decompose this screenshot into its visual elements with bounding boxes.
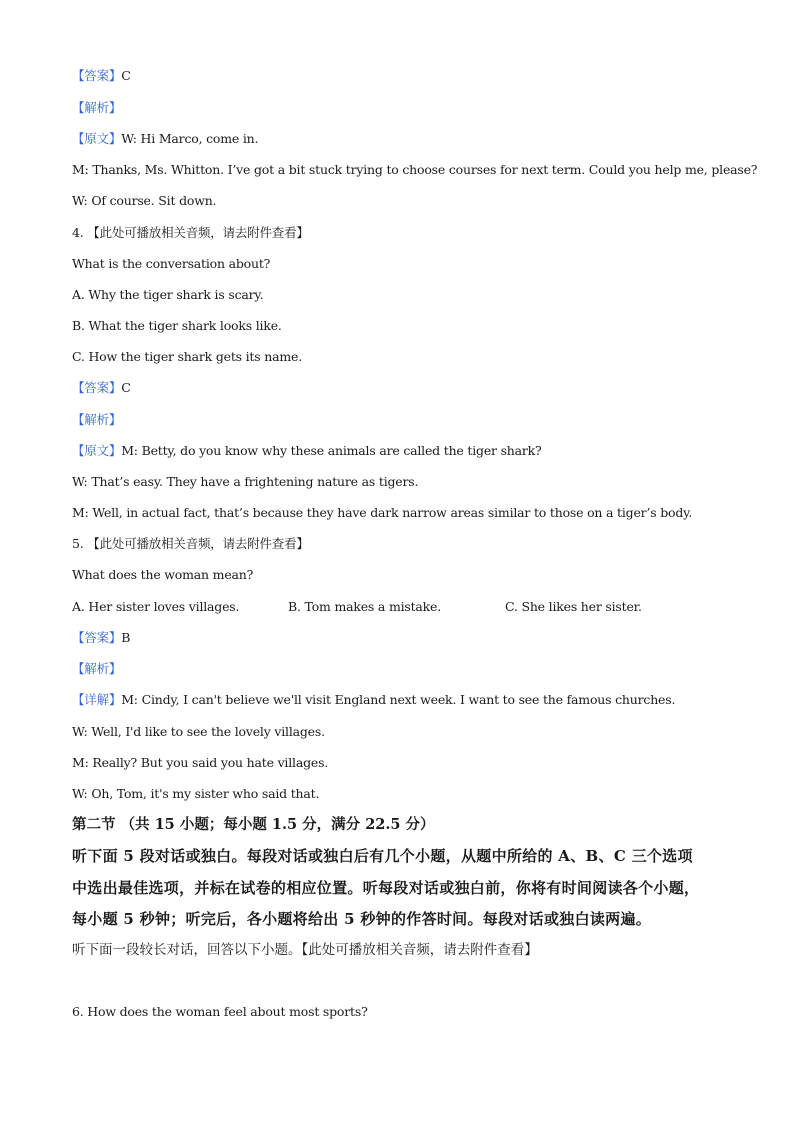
question-5-option-a: A. Her sister loves villages. — [72, 599, 240, 614]
source-tag: 【原文】 — [72, 443, 122, 458]
transcript-line: W: That’s easy. They have a frightening nature as tigers. — [72, 474, 419, 489]
listen-note[interactable]: 听下面一段较长对话，回答以下小题。【此处可播放相关音频，请去附件查看】 — [72, 942, 538, 958]
question-4-option-b: B. What the tiger shark looks like. — [72, 318, 282, 333]
answer-line — [72, 68, 131, 84]
transcript-line: M: Thanks, Ms. Whitton. I’ve got a bit stuck trying to choose courses for next term. Could you help me, please? — [72, 162, 758, 177]
analysis-tag: 【解析】 — [72, 661, 122, 676]
question-5-text: What does the woman mean? — [72, 567, 254, 582]
detail-tag: 【详解】 — [72, 692, 122, 707]
analysis-line — [72, 100, 121, 116]
answer-value: C — [121, 380, 131, 395]
question-4-option-a: A. Why the tiger shark is scary. — [72, 287, 264, 302]
transcript-line: M: Really? But you said you hate villages. — [72, 755, 329, 770]
transcript-text: W: Hi Marco, come in. — [121, 131, 259, 146]
transcript-line — [72, 443, 542, 459]
section-2-instruction-line: 每小题 5 秒钟；听完后，各小题将给出 5 秒钟的作答时间。每段对话或独白读两遍。 — [72, 910, 652, 928]
question-6-text: 6. How does the woman feel about most sports? — [72, 1004, 368, 1019]
answer-value: B — [121, 630, 131, 645]
detail-line — [72, 692, 675, 708]
section-2-instruction-line: 听下面 5 段对话或独白。每段对话或独白后有几个小题，从题中所给的 A、B、C 三个选项 — [72, 847, 693, 865]
transcript-line: W: Well, I'd like to see the lovely villages. — [72, 724, 325, 739]
question-5-option-b: B. Tom makes a mistake. — [288, 599, 442, 614]
question-5-option-c: C. She likes her sister. — [505, 599, 642, 614]
answer-tag: 【答案】 — [72, 630, 122, 645]
analysis-tag: 【解析】 — [72, 412, 122, 427]
question-4-text: What is the conversation about? — [72, 256, 271, 271]
section-2-heading: 第二节 （共 15 小题；每小题 1.5 分，满分 22.5 分） — [72, 816, 435, 833]
section-2-instruction-line: 中选出最佳选项，并标在试卷的相应位置。听每段对话或独白前，你将有时间阅读各个小题， — [72, 879, 700, 897]
question-5-header[interactable]: 5. 【此处可播放相关音频，请去附件查看】 — [72, 536, 309, 551]
transcript-text: M: Betty, do you know why these animals are called the tiger shark? — [121, 443, 542, 458]
transcript-line — [72, 131, 258, 147]
transcript-line: M: Well, in actual fact, that’s because they have dark narrow areas similar to those on a tiger’s body. — [72, 505, 693, 520]
source-tag: 【原文】 — [72, 131, 122, 146]
question-4-header[interactable]: 4. 【此处可播放相关音频，请去附件查看】 — [72, 225, 309, 240]
transcript-line: W: Of course. Sit down. — [72, 193, 217, 208]
answer-line — [72, 630, 130, 646]
analysis-line — [72, 412, 121, 428]
answer-tag: 【答案】 — [72, 68, 122, 83]
answer-tag: 【答案】 — [72, 380, 122, 395]
answer-value: C — [121, 68, 131, 83]
analysis-line — [72, 661, 121, 677]
answer-line — [72, 380, 131, 396]
transcript-text: M: Cindy, I can't believe we'll visit England next week. I want to see the famous churches. — [121, 692, 676, 707]
transcript-line: W: Oh, Tom, it's my sister who said that. — [72, 786, 320, 801]
question-4-option-c: C. How the tiger shark gets its name. — [72, 349, 302, 364]
analysis-tag: 【解析】 — [72, 100, 122, 115]
